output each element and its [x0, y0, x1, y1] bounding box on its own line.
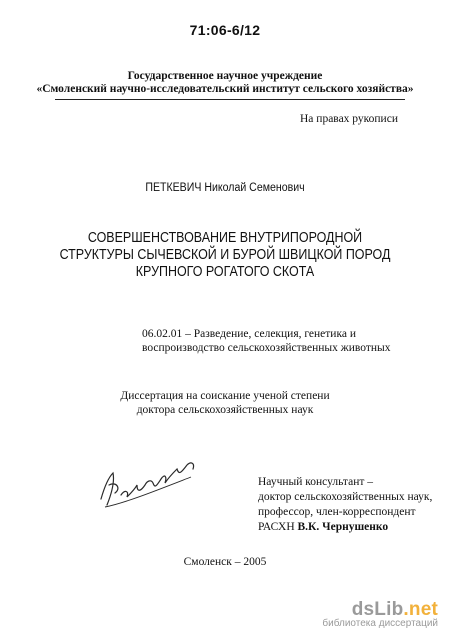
city-year: Смоленск – 2005: [183, 556, 267, 568]
title-line-1: СОВЕРШЕНСТВОВАНИЕ ВНУТРИПОРОДНОЙ: [87, 230, 363, 246]
degree-line-1: Диссертация на соискание ученой степени: [120, 390, 330, 402]
scientific-consultant: [258, 475, 432, 535]
specialty-line-2: воспроизводство сельскохозяйственных животных: [142, 342, 391, 354]
dissertation-title: [0, 230, 450, 281]
consultant-line-3: профессор, член-корреспондент: [258, 506, 416, 518]
title-line-3: КРУПНОГО РОГАТОГО СКОТА: [135, 264, 315, 280]
consultant-line-4: [258, 520, 432, 535]
title-line-2: СТРУКТУРЫ СЫЧЕВСКОЙ И БУРОЙ ШВИЦКОЙ ПОРОД: [59, 247, 391, 263]
watermark-subtitle: библиотека диссертаций: [322, 618, 438, 629]
watermark-logo-tld: .net: [403, 599, 438, 620]
institution-line-1: Государственное научное учреждение: [127, 70, 323, 82]
specialty-line-1: 06.02.01 – Разведение, селекция, генетика и: [142, 328, 357, 340]
header-rule: [55, 99, 405, 100]
consultant-line-1: Научный консультант –: [258, 476, 373, 488]
rights-note: На правах рукописи: [300, 113, 398, 125]
consultant-line-2: доктор сельскохозяйственных наук,: [258, 491, 433, 503]
consultant-prefix: РАСХН: [258, 521, 298, 533]
document-code: 71:06-6/12: [189, 22, 261, 38]
handwritten-signature: [95, 455, 205, 515]
institution-line-2: «Смоленский научно-исследовательский институт сельского хозяйства»: [36, 83, 414, 95]
degree-line-2: доктора сельскохозяйственных наук: [136, 404, 314, 416]
consultant-name: В.К. Чернушенко: [297, 521, 389, 533]
watermark: [322, 599, 438, 629]
watermark-logo-main: dsLib: [351, 599, 404, 620]
author-name: ПЕТКЕВИЧ Николай Семенович: [145, 182, 305, 194]
